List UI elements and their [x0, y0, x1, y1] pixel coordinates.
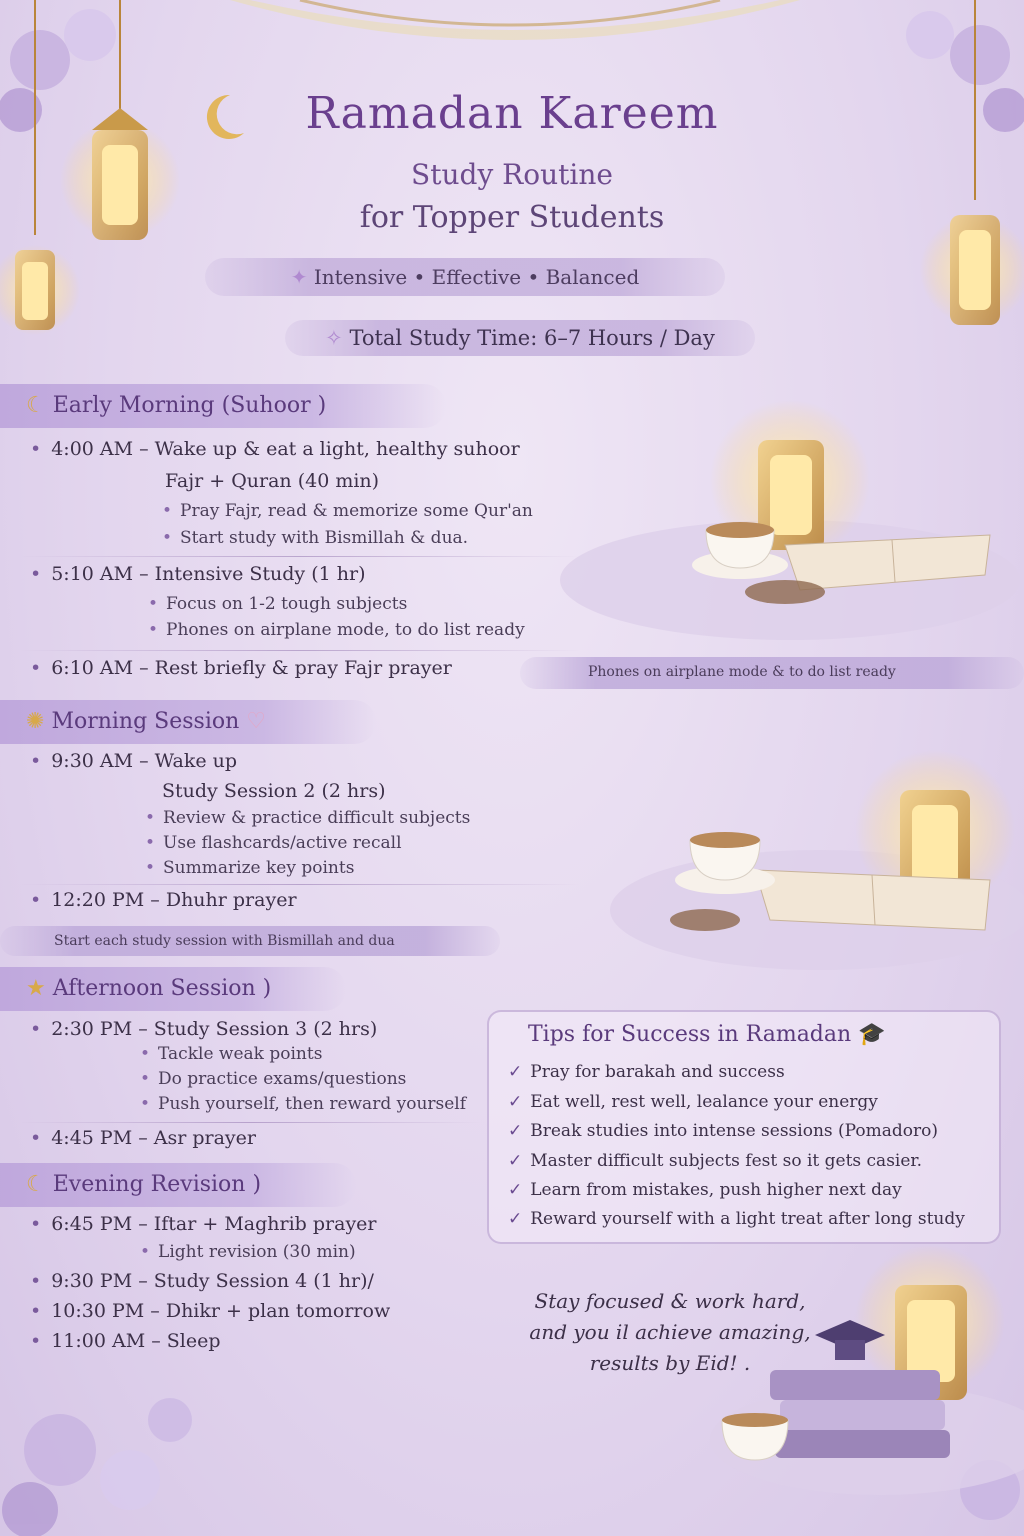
check-icon: ✓ — [508, 1121, 523, 1141]
schedule-item: • 9:30 PM – Study Session 4 (1 hr)/ — [30, 1270, 374, 1292]
tips-title — [528, 1022, 886, 1047]
section-header-early-morning — [0, 384, 446, 428]
tip-text: Eat well, rest well, lealance your energy — [530, 1092, 878, 1112]
graduation-cap-icon: 🎓 — [858, 1022, 886, 1047]
schedule-detail: • Summarize key points — [145, 858, 354, 878]
closing-line: results by Eid! . — [589, 1351, 751, 1375]
tip-item — [508, 1121, 938, 1141]
side-note-text: Phones on airplane mode & to do list ready — [588, 664, 896, 680]
tip-text: Pray for barakah and success — [530, 1062, 785, 1082]
schedule-detail: • Push yourself, then reward yourself — [140, 1094, 466, 1114]
side-note-ribbon — [520, 657, 1024, 689]
section-title: Afternoon Session ) — [52, 976, 272, 1001]
schedule-item: • 5:10 AM – Intensive Study (1 hr) — [30, 563, 365, 585]
schedule-item: • 12:20 PM – Dhuhr prayer — [30, 889, 297, 911]
divider — [20, 556, 580, 557]
divider — [20, 1122, 480, 1123]
check-icon: ✓ — [508, 1209, 523, 1229]
schedule-item: • 6:45 PM – Iftar + Maghrib prayer — [30, 1213, 377, 1235]
section-title: Evening Revision ) — [52, 1172, 262, 1197]
tip-text: Break studies into intense sessions (Pomadoro) — [530, 1121, 939, 1141]
schedule-item: • 2:30 PM – Study Session 3 (2 hrs) — [30, 1018, 377, 1040]
tagline-text: Intensive • Effective • Balanced — [313, 265, 640, 289]
strip-note — [0, 926, 500, 956]
tip-item — [508, 1151, 922, 1171]
crescent-moon-icon: ☾ — [26, 393, 53, 418]
tip-item — [508, 1209, 965, 1229]
total-time-ribbon — [285, 320, 755, 356]
page-subtitle-secondary: for Topper Students — [359, 200, 665, 235]
schedule-detail: • Review & practice difficult subjects — [145, 808, 470, 828]
schedule-subitem: Study Session 2 (2 hrs) — [162, 780, 386, 802]
star-icon: ✦ — [290, 265, 314, 289]
section-title: Early Morning (Suhoor ) — [52, 393, 327, 418]
tip-item — [508, 1092, 878, 1112]
tips-title-text: Tips for Success in Ramadan — [528, 1022, 852, 1047]
check-icon: ✓ — [508, 1062, 523, 1082]
check-icon: ✓ — [508, 1180, 523, 1200]
section-title: Morning Session — [51, 709, 240, 734]
schedule-detail: • Pray Fajr, read & memorize some Qur'an — [162, 501, 533, 521]
total-time-text: Total Study Time: 6–7 Hours / Day — [349, 326, 715, 350]
schedule-item: • 9:30 AM – Wake up — [30, 750, 237, 772]
page-subtitle: Study Routine — [411, 158, 613, 191]
tagline-ribbon — [205, 258, 725, 296]
section-header-morning — [0, 700, 376, 744]
closing-message — [480, 1286, 860, 1379]
schedule-detail: • Start study with Bismillah & dua. — [162, 528, 468, 548]
tip-text: Master difficult subjects fest so it gets casier. — [530, 1151, 923, 1171]
schedule-detail: • Light revision (30 min) — [140, 1242, 356, 1262]
closing-line: Stay focused & work hard, — [534, 1289, 806, 1313]
schedule-subitem: Fajr + Quran (40 min) — [165, 470, 380, 492]
schedule-detail: • Use flashcards/active recall — [145, 833, 402, 853]
schedule-item: • 11:00 AM – Sleep — [30, 1330, 221, 1352]
schedule-item: • 10:30 PM – Dhikr + plan tomorrow — [30, 1300, 390, 1322]
divider — [20, 884, 580, 885]
tip-item — [508, 1062, 785, 1082]
schedule-detail: • Do practice exams/questions — [140, 1069, 406, 1089]
check-icon: ✓ — [508, 1151, 523, 1171]
section-header-evening — [0, 1163, 356, 1207]
crescent-moon-icon: ☾ — [26, 1172, 53, 1197]
divider — [20, 650, 580, 651]
strip-note-text: Start each study session with Bismillah and dua — [54, 933, 395, 949]
schedule-item: • 4:00 AM – Wake up & eat a light, healthy suhoor — [30, 438, 520, 460]
schedule-item: • 4:45 PM – Asr prayer — [30, 1127, 256, 1149]
tip-text: Reward yourself with a light treat after long study — [530, 1209, 965, 1229]
section-header-afternoon — [0, 967, 346, 1011]
page-title: Ramadan Kareem — [305, 88, 719, 139]
check-icon: ✓ — [508, 1092, 523, 1112]
schedule-item: • 6:10 AM – Rest briefly & pray Fajr prayer — [30, 657, 452, 679]
schedule-detail: • Focus on 1-2 tough subjects — [148, 594, 407, 614]
sun-icon: ✺ — [26, 709, 52, 734]
schedule-detail: • Phones on airplane mode, to do list ready — [148, 620, 525, 640]
star-icon: ★ — [26, 976, 53, 1001]
sparkle-icon: ✧ — [325, 326, 350, 350]
tip-item — [508, 1180, 902, 1200]
closing-line: and you il achieve amazing, — [529, 1320, 811, 1344]
schedule-detail: • Tackle weak points — [140, 1044, 322, 1064]
heart-icon: ♡ — [246, 709, 267, 734]
tip-text: Learn from mistakes, push higher next day — [530, 1180, 902, 1200]
